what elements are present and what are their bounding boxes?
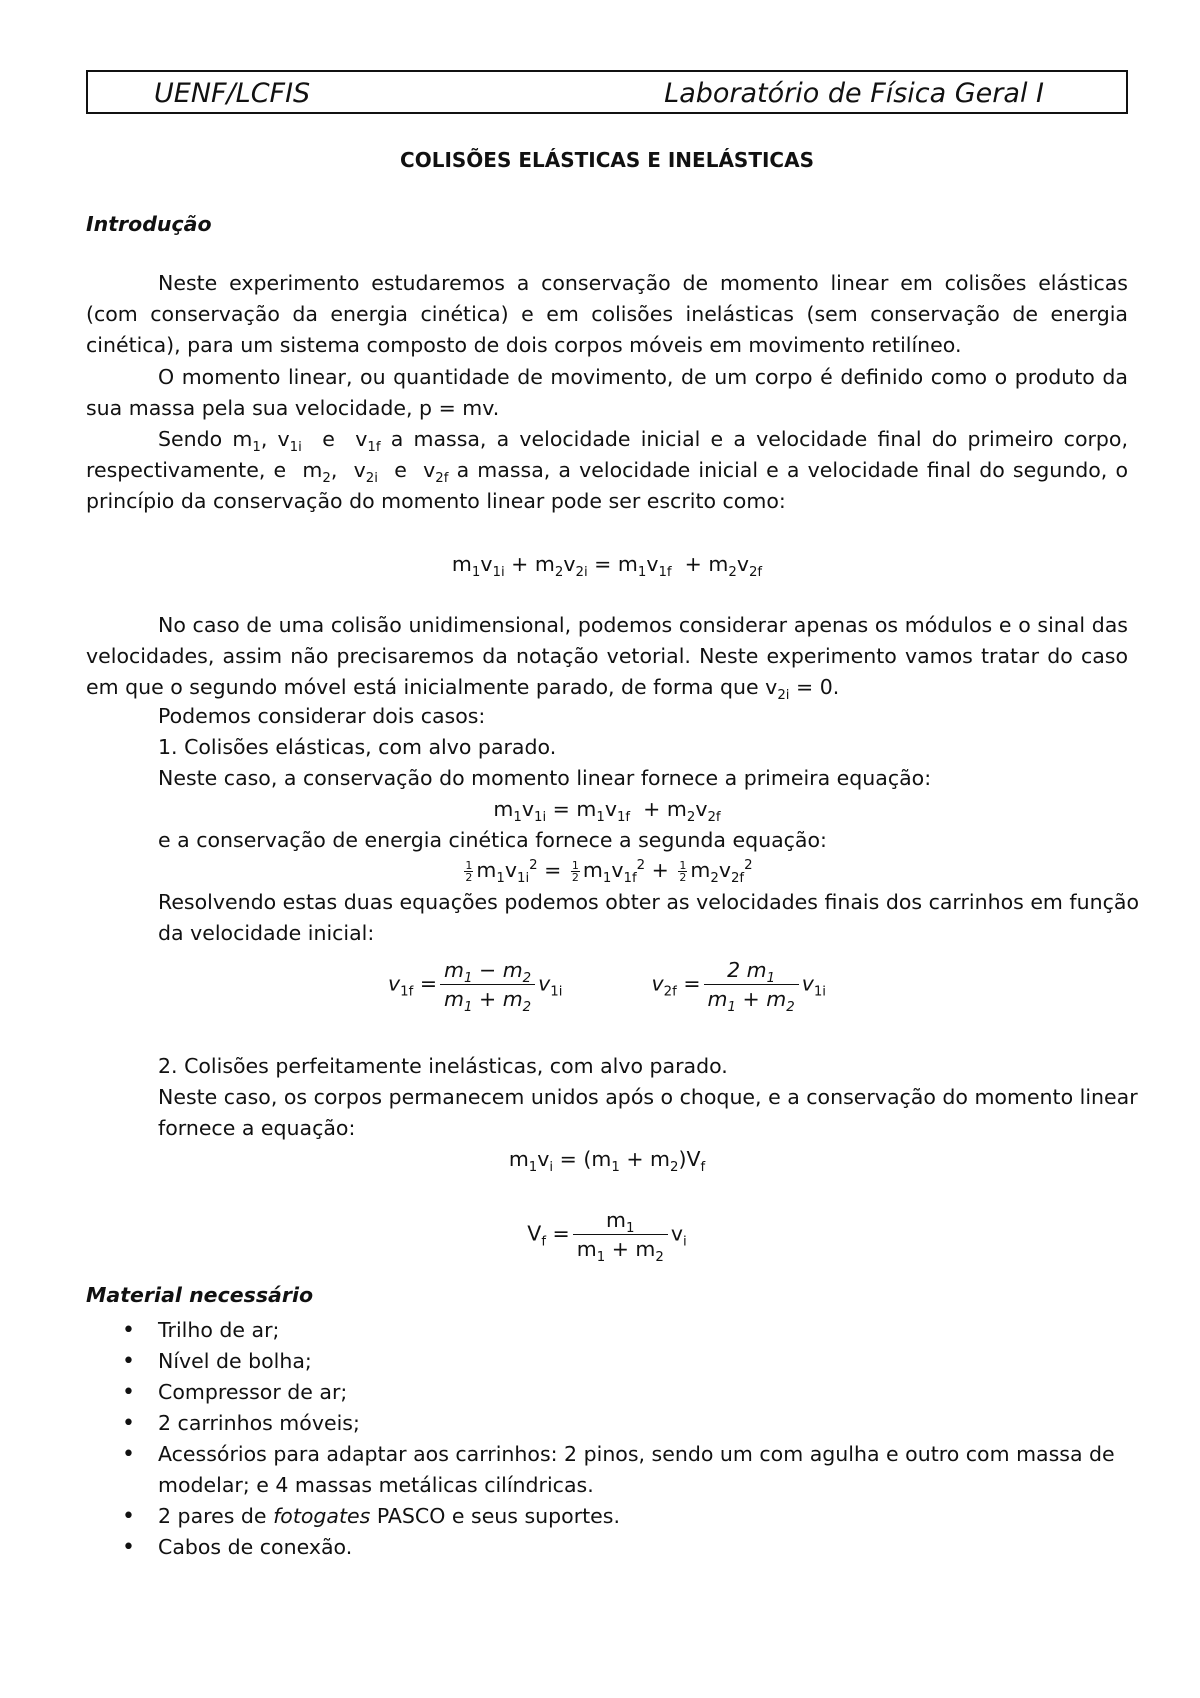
- paragraph-intro-1-text: Neste experimento estudaremos a conservação de momento linear em colisões elásticas (com conservação da energia cinética) e em colisões inelásticas (sem conservação de energia cinética), para um sistema composto de dois corpos móveis em movimento retilíneo.: [86, 271, 1128, 357]
- case-1-line-3: Resolvendo estas duas equações podemos obter as velocidades finais dos carrinhos em função: [158, 890, 1139, 914]
- cases-intro: Podemos considerar dois casos:: [158, 704, 486, 728]
- equation-elastic-momentum: $m_1v_{1i} = m_1v_{1f} + m_2v_{2f}$: [493, 797, 721, 826]
- case-2-line-2: fornece a equação:: [158, 1116, 356, 1140]
- page-header: [86, 70, 1128, 114]
- list-item: • Compressor de ar;: [86, 1377, 1128, 1408]
- one-dimensional-text-a: No caso de uma colisão unidimensional, podemos considerar apenas os módulos e o sinal das velocidades, assim não precisaremos da notação vetorial. Neste experimento vamos tratar do caso em que o segundo móvel está inicialmente parado, de forma que v: [86, 613, 1128, 699]
- equation-final-velocities: $v_{1f}$ = $\frac{m_1 - m_2}{m_1 + m_2}$ $v_{1i}$ $v_{2f}$ = $\frac{2 m_1}{m_1 + m_2}$ $v_{1i}$: [388, 958, 826, 1016]
- case-1-line-1: Neste caso, a conservação do momento linear fornece a primeira equação:: [158, 766, 932, 790]
- paragraph-one-dimensional: No caso de uma colisão unidimensional, podemos considerar apenas os módulos e o sinal das velocidades, assim não precisaremos da notação vetorial. Neste experimento vamos tratar do caso em que o segundo móvel está inicialmente parado, de forma que $v_{2i} = 0$.: [86, 613, 1128, 704]
- document-title: COLISÕES ELÁSTICAS E INELÁSTICAS: [400, 148, 814, 172]
- list-item: • 2 pares de fotogates PASCO e seus suportes.: [86, 1501, 1128, 1532]
- list-item: • 2 carrinhos móveis;: [86, 1408, 1128, 1439]
- materials-list: [86, 1315, 1128, 1563]
- variables-text-c: a massa, a velocidade inicial e a velocidade final do segundo, o princípio da conservação do momento linear pode ser escrito como:: [86, 458, 1128, 513]
- header-lab-name: Laboratório de Física Geral I: [664, 78, 1044, 109]
- equation-inelastic-momentum: $m_1v_i = (m_1 + m_2)V_f$: [508, 1147, 706, 1176]
- case-1-line-2: e a conservação de energia cinética fornece a segunda equação:: [158, 828, 827, 852]
- header-institution: UENF/LCFIS: [154, 78, 311, 109]
- case-2-title: 2. Colisões perfeitamente inelásticas, com alvo parado.: [158, 1054, 728, 1078]
- list-item: • Acessórios para adaptar aos carrinhos: 2 pinos, sendo um com agulha e outro com massa de modelar; e 4 massas metálicas cilíndricas.: [86, 1439, 1128, 1501]
- paragraph-momentum-definition-text: O momento linear, ou quantidade de movimento, de um corpo é definido como o produto da sua massa pela sua velocidade, p = mv.: [86, 365, 1128, 420]
- equation-kinetic-energy: 1 2 $m_1v_{1i}^2$ = 1 2 $m_1v_{1f}^2$ + 1 2 $m_2v_{2f}^2$: [465, 858, 753, 887]
- list-item: • Nível de bolha;: [86, 1346, 1128, 1377]
- section-heading-materials: Material necessário: [86, 1283, 314, 1307]
- paragraph-intro-1: [86, 268, 1128, 361]
- paragraph-variables: Sendo $m_1$, $v_{1i}$ e $v_{1f}$ a massa, a velocidade inicial e a velocidade final do primeiro corpo, respectivamente, e $m_2$, $v_{2i}$ e $v_{2f}$ a massa, a velocidade inicial e a velocidade final do segundo, o princípio da conservação do momento linear pode ser escrito como:: [86, 427, 1128, 513]
- one-dimensional-text-b: = 0.: [789, 675, 840, 699]
- list-item: • Cabos de conexão.: [86, 1532, 1128, 1563]
- section-heading-introduction: Introdução: [86, 212, 212, 236]
- list-item: • Trilho de ar;: [86, 1315, 1128, 1346]
- variables-text-a: Sendo m: [158, 427, 253, 451]
- variables-text-b: a massa, a velocidade inicial e a velocidade final do primeiro corpo, respectivamente, e: [86, 427, 1128, 482]
- equation-momentum-conservation: $m_1v_{1i} + m_2v_{2i} = m_1v_{1f} + m_2v_{2f}$: [451, 552, 763, 581]
- equation-final-velocity-inelastic: $V_f$ = $\frac{m_1}{m_1 + m_2}$ $v_i$: [527, 1208, 687, 1266]
- case-1-title: 1. Colisões elásticas, com alvo parado.: [158, 735, 557, 759]
- case-2-line-1: Neste caso, os corpos permanecem unidos após o choque, e a conservação do momento linear: [158, 1085, 1138, 1109]
- case-1-line-4: da velocidade inicial:: [158, 921, 375, 945]
- paragraph-momentum-definition: [86, 362, 1128, 424]
